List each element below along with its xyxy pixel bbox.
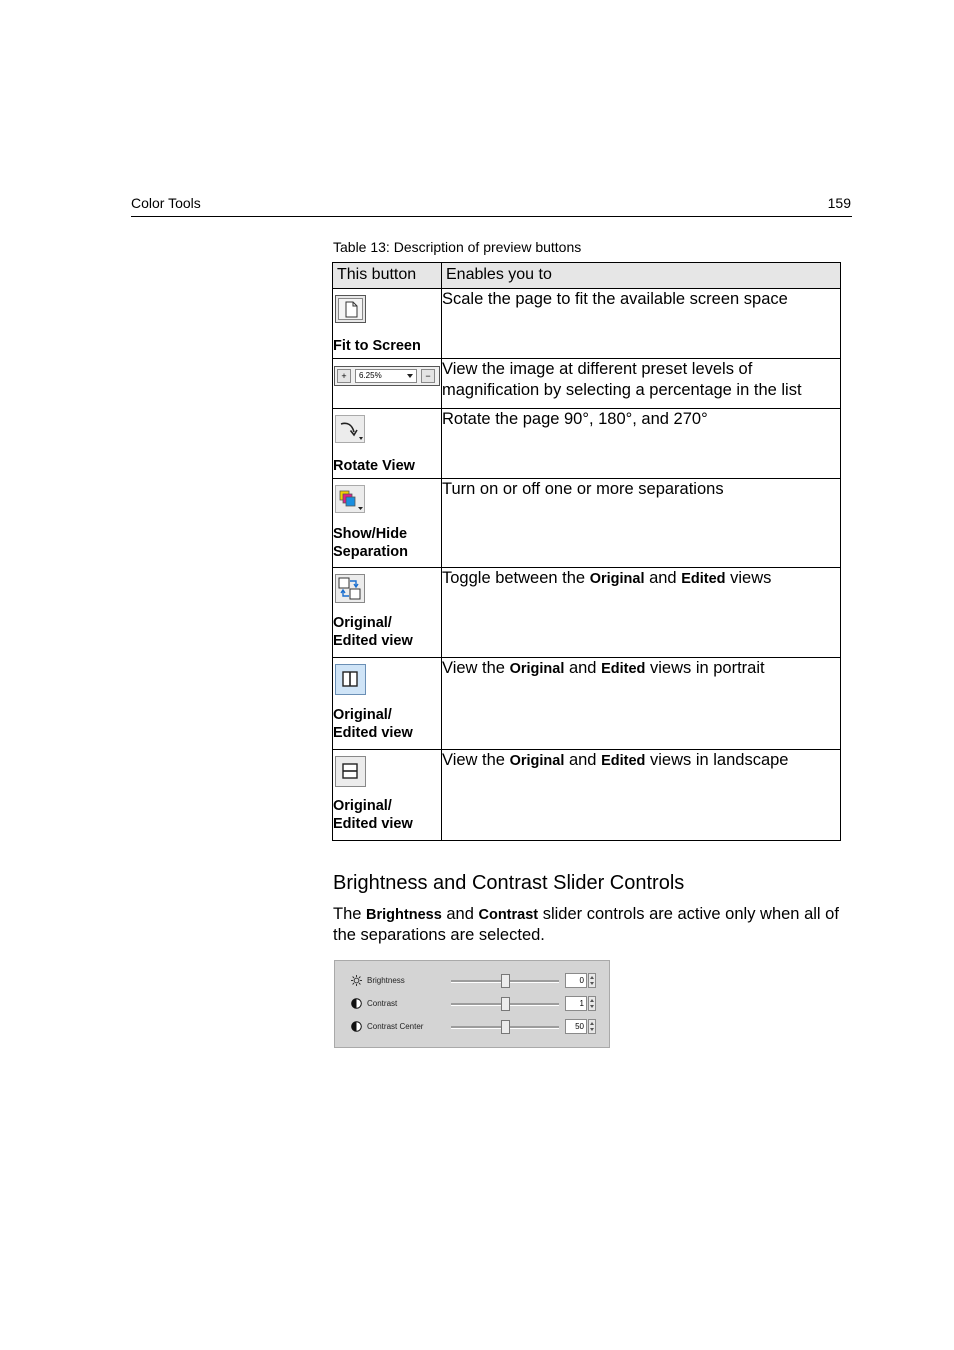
table-row: [333, 658, 841, 750]
slider-value-stepper[interactable]: [588, 973, 596, 988]
section-paragraph: [333, 904, 853, 945]
para-bold-contrast: Contrast: [478, 907, 539, 923]
button-name-line1: Show/Hide: [333, 526, 408, 542]
slider-controls-screenshot: [334, 960, 610, 1048]
para-text: and: [441, 905, 479, 923]
description-cell: [442, 568, 841, 658]
desc-text: views in portrait: [645, 659, 765, 677]
desc-text: and: [564, 659, 602, 677]
brightness-slider-row: [349, 972, 599, 990]
section-heading: Brightness and Contrast Slider Controls: [333, 872, 685, 894]
button-name-line1: Original/: [333, 615, 392, 631]
contrast-center-slider-row: [349, 1018, 599, 1036]
description-cell: View the image at different preset levels of magnification by selecting a percentage in the list: [442, 359, 841, 409]
slider-label: Brightness: [367, 976, 405, 985]
desc-text: View the: [442, 751, 510, 769]
button-cell: [333, 359, 442, 409]
desc-text: View the: [442, 659, 510, 677]
desc-text: and: [644, 569, 682, 587]
preview-buttons-table: [332, 262, 841, 841]
button-cell: [333, 750, 442, 841]
desc-text: and: [564, 751, 602, 769]
para-text: The: [333, 905, 367, 923]
desc-bold-edited: Edited: [601, 753, 646, 769]
contrast-icon: [351, 1021, 362, 1032]
slider-thumb[interactable]: [501, 1020, 510, 1034]
table-row: [333, 409, 841, 479]
header-rule: [131, 216, 852, 217]
button-cell: [333, 409, 442, 479]
rotate-view-icon[interactable]: [335, 415, 367, 445]
slider-thumb[interactable]: [501, 997, 510, 1011]
col-header-button: This button: [333, 263, 442, 289]
button-cell: [333, 658, 442, 750]
zoom-out-button[interactable]: −: [421, 369, 435, 383]
button-name-line1: Original/: [333, 707, 392, 723]
desc-text: Toggle between the: [442, 569, 590, 587]
slider-value-stepper[interactable]: [588, 1019, 596, 1034]
button-name-line1: Original/: [333, 798, 392, 814]
table-row: [333, 359, 841, 409]
desc-bold-original: Original: [589, 571, 645, 587]
contrast-icon: [351, 998, 362, 1009]
description-cell: Turn on or off one or more separations: [442, 479, 841, 568]
button-cell: [333, 568, 442, 658]
button-name: Rotate View: [333, 458, 415, 474]
chevron-down-icon: [407, 374, 413, 378]
table-row: [333, 568, 841, 658]
desc-bold-original: Original: [509, 753, 565, 769]
description-cell: Scale the page to fit the available screen space: [442, 289, 841, 359]
button-name-line2: Edited view: [333, 816, 413, 832]
toggle-original-edited-icon[interactable]: [335, 574, 367, 604]
desc-text: views in landscape: [645, 751, 789, 769]
para-text: slider controls are active only when all of the separations are selected.: [333, 905, 839, 944]
description-cell: Rotate the page 90°, 180°, and 270°: [442, 409, 841, 479]
button-cell: [333, 289, 442, 359]
desc-bold-edited: Edited: [601, 661, 646, 677]
show-hide-separation-icon[interactable]: [335, 485, 367, 515]
desc-text: views: [725, 569, 772, 587]
zoom-control: [334, 366, 440, 386]
desc-bold-original: Original: [509, 661, 565, 677]
fit-to-screen-icon[interactable]: [335, 295, 367, 325]
sun-icon: [351, 975, 362, 986]
button-name-line2: Edited view: [333, 633, 413, 649]
button-name-line2: Edited view: [333, 725, 413, 741]
description-cell: [442, 750, 841, 841]
slider-label: Contrast: [367, 999, 398, 1008]
table-row: [333, 750, 841, 841]
col-header-enables: Enables you to: [442, 263, 841, 289]
table-header-row: [333, 263, 841, 289]
button-name-line2: Separation: [333, 544, 408, 560]
table-row: [333, 289, 841, 359]
table-row: [333, 479, 841, 568]
running-header-section: Color Tools: [131, 195, 201, 211]
button-cell: [333, 479, 442, 568]
slider-value-stepper[interactable]: [588, 996, 596, 1011]
desc-bold-edited: Edited: [681, 571, 726, 587]
slider-thumb[interactable]: [501, 974, 510, 988]
landscape-split-icon[interactable]: [335, 756, 367, 788]
portrait-split-icon[interactable]: [335, 664, 367, 696]
description-cell: [442, 658, 841, 750]
slider-value-field[interactable]: 50: [565, 1019, 587, 1034]
page-number: 159: [827, 195, 851, 211]
para-bold-brightness: Brightness: [366, 907, 442, 923]
zoom-level-select[interactable]: [355, 369, 417, 383]
table-caption: Table 13: Description of preview buttons: [333, 239, 582, 255]
contrast-slider-row: [349, 995, 599, 1013]
slider-value-field[interactable]: 0: [565, 973, 587, 988]
slider-value-field[interactable]: 1: [565, 996, 587, 1011]
zoom-in-button[interactable]: +: [337, 369, 351, 383]
slider-label: Contrast Center: [367, 1022, 424, 1031]
zoom-level-value: 6.25%: [359, 371, 382, 380]
button-name: Fit to Screen: [333, 338, 421, 354]
